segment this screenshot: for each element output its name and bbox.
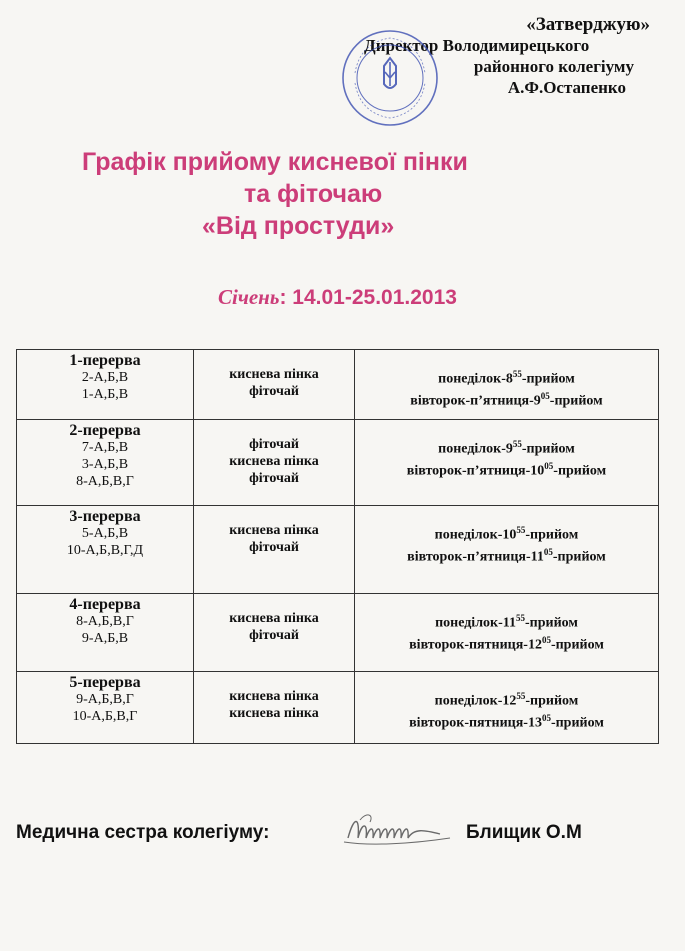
signatory-role: Медична сестра колегіуму: [16,822,270,843]
time-minutes: 55 [516,613,526,623]
time-suffix: -прийом [525,527,579,543]
time-minutes: 55 [516,525,526,535]
time-prefix: вівторок-п’ятниця-11 [407,549,544,565]
time-prefix: вівторок-пятниця-13 [409,715,542,731]
approval-signatory: А.Ф.Остапенко [507,78,626,97]
class-group: 3-А,Б,В [81,457,129,472]
time-minutes: 05 [541,712,551,723]
schedule-row [17,350,659,420]
period [218,285,457,310]
class-group: 9-А,Б,В,Г [76,692,134,707]
time-suffix: -прийом [552,549,606,565]
items-cell [194,672,355,744]
drink-item: фіточай [249,628,299,643]
break-label: 2-перерва [69,422,141,439]
time-suffix: -прийом [521,371,575,387]
time-minutes: 05 [541,634,551,645]
time-line [359,688,654,710]
title-line-2: та фіточаю [244,180,383,208]
time-line [359,544,654,566]
time-line [359,710,654,732]
time-suffix: -прийом [525,693,579,709]
time-prefix: понеділок-10 [434,527,517,543]
times-cell [355,350,659,420]
break-label: 5-перерва [69,674,141,691]
time-minutes: 55 [516,691,526,701]
time-line [359,522,654,544]
drink-item: киснева пінка [229,454,319,469]
signatory-name: Блищик О.М [466,822,582,843]
time-line [359,366,654,388]
times-cell [355,594,659,672]
approval-position: Директор Володимирецького [364,36,590,55]
schedule-row [17,594,659,672]
signature [340,808,460,854]
period-label: Січень [218,285,280,309]
items-cell [194,594,355,672]
time-prefix: понеділок-8 [438,371,513,387]
class-group: 10-А,Б,В,Г,Д [66,543,144,558]
drink-item: фіточай [249,540,299,555]
items-cell [194,420,355,506]
approval-heading: «Затверджую» [526,14,650,35]
title-line-1: Графік прийому кисневої пінки [82,148,468,176]
class-group: 8-А,Б,В,Г [76,614,134,629]
items-cell [194,350,355,420]
break-cell [17,350,194,420]
break-cell [17,672,194,744]
time-suffix: -прийом [550,715,604,731]
time-prefix: понеділок-11 [435,615,517,631]
title-line-3: «Від простуди» [202,212,395,240]
drink-item: киснева пінка [229,523,319,538]
time-minutes: 05 [540,390,550,401]
time-line [359,632,654,654]
period-colon: : [279,286,287,309]
class-group: 7-А,Б,В [81,440,129,455]
time-suffix: -прийом [550,637,604,653]
drink-item: киснева пінка [229,611,319,626]
document-title [60,146,560,242]
drink-item: фіточай [249,384,299,399]
times-cell [355,506,659,594]
time-minutes: 55 [512,439,522,449]
class-group: 9-А,Б,В [81,631,129,646]
schedule-row [17,420,659,506]
break-cell [17,594,194,672]
time-prefix: вівторок-п’ятниця-10 [406,463,545,479]
drink-item: киснева пінка [229,367,319,382]
time-line [359,610,654,632]
time-minutes: 05 [543,546,553,557]
time-line [359,436,654,458]
time-minutes: 05 [544,460,554,471]
schedule-table [16,349,659,744]
time-line [359,458,654,480]
time-minutes: 55 [512,369,522,379]
break-cell [17,506,194,594]
times-cell [355,672,659,744]
break-label: 3-перерва [69,508,141,525]
time-prefix: понеділок-12 [434,693,517,709]
drink-item: фіточай [249,437,299,452]
time-suffix: -прийом [521,441,575,457]
approval-organization: районного колегіуму [473,57,634,76]
break-label: 4-перерва [69,596,141,613]
schedule-row [17,672,659,744]
class-group: 1-А,Б,В [81,387,129,402]
drink-item: киснева пінка [229,689,319,704]
items-cell [194,506,355,594]
class-group: 8-А,Б,В,Г [76,474,134,489]
period-dates: 14.01-25.01.2013 [292,286,457,309]
schedule-row [17,506,659,594]
break-cell [17,420,194,506]
drink-item: фіточай [249,471,299,486]
time-suffix: -прийом [553,463,607,479]
time-prefix: вівторок-п’ятниця-9 [410,393,541,409]
drink-item: киснева пінка [229,706,319,721]
times-cell [355,420,659,506]
time-prefix: понеділок-9 [438,441,513,457]
class-group: 10-А,Б,В,Г [72,709,138,724]
break-label: 1-перерва [69,352,141,369]
official-seal-stamp [340,28,440,128]
class-group: 5-А,Б,В [81,526,129,541]
class-group: 2-А,Б,В [81,370,129,385]
time-suffix: -прийом [525,615,578,631]
time-line [359,388,654,410]
time-suffix: -прийом [549,393,603,409]
time-prefix: вівторок-пятниця-12 [409,637,542,653]
